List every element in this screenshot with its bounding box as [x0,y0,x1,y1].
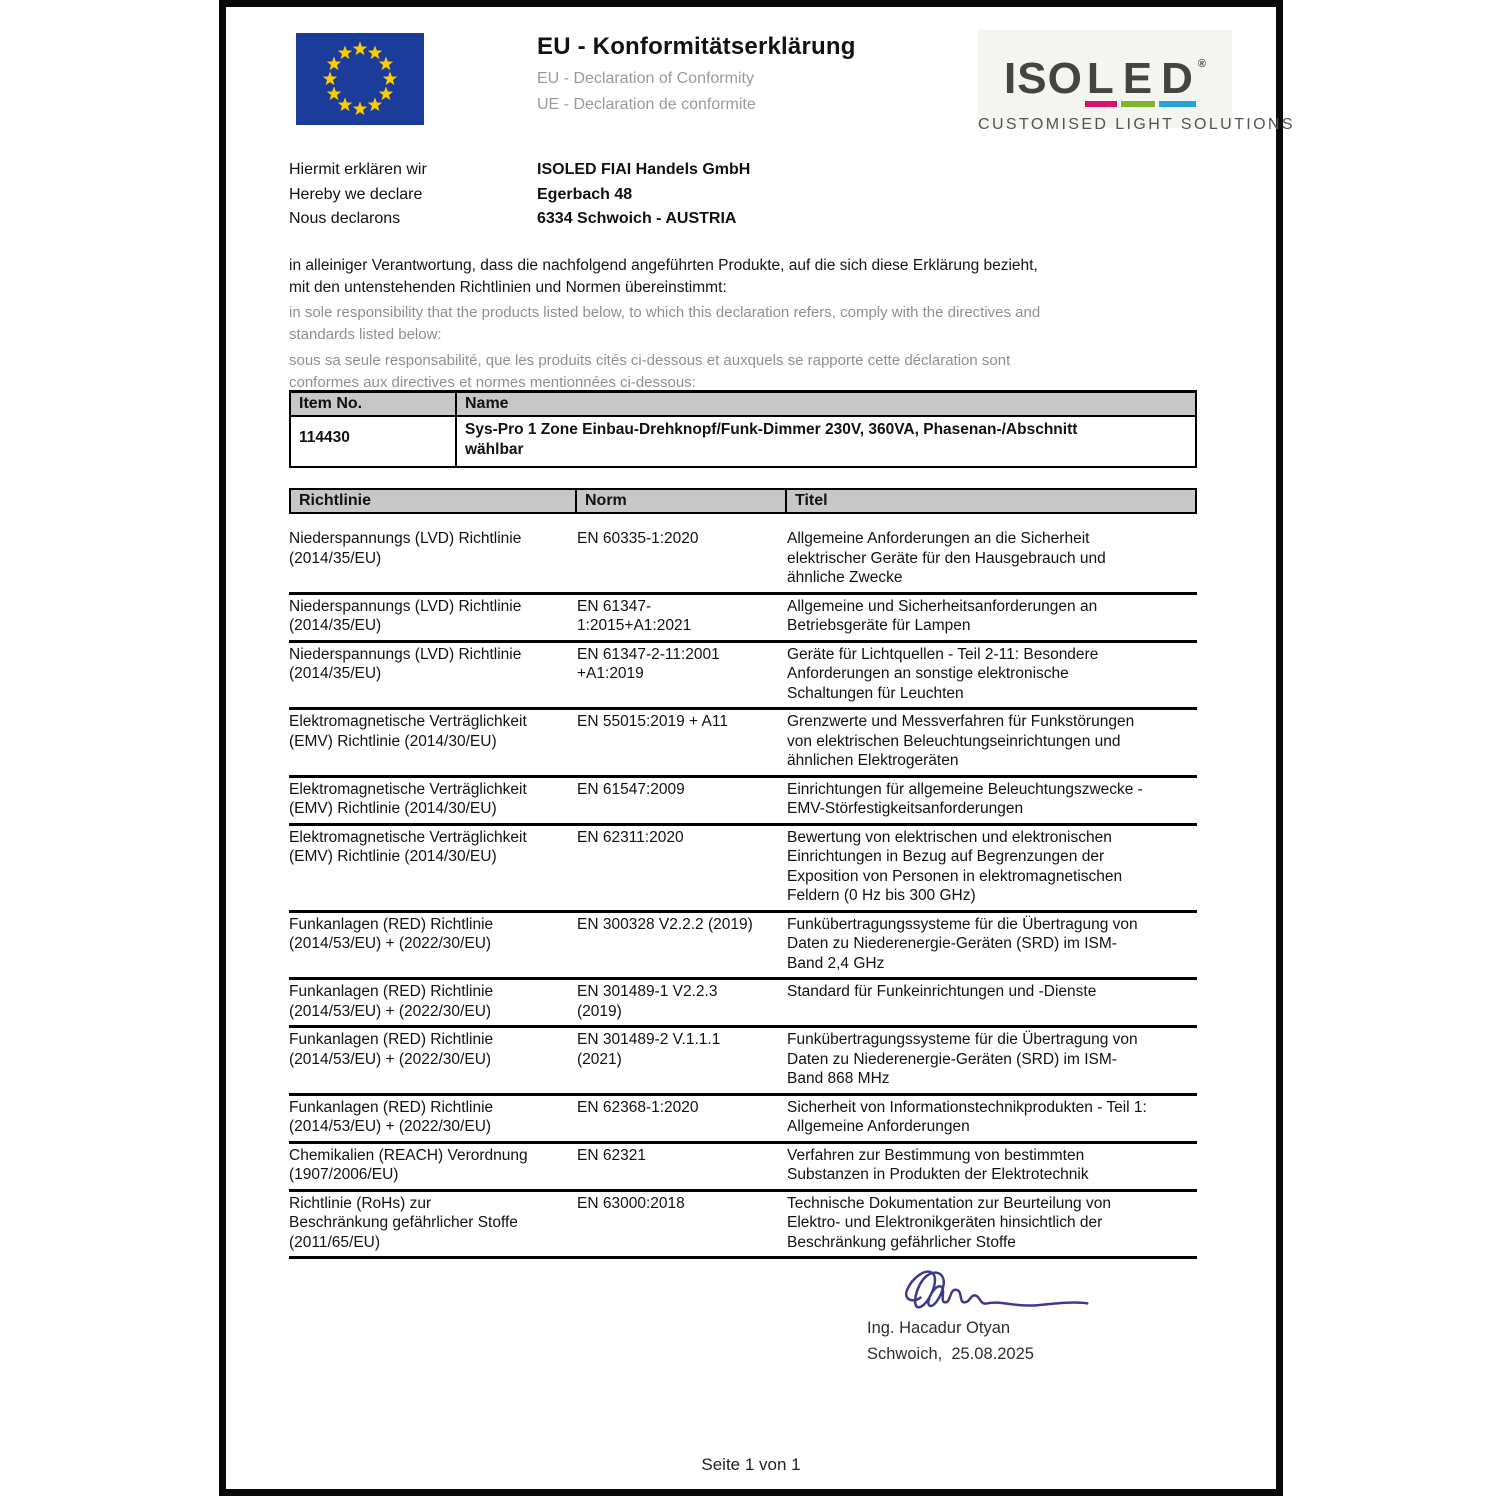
company-name: ISOLED FIAI Handels GmbH [537,161,751,178]
table-row [289,826,1197,913]
item-table [289,390,1197,468]
declare-label-de: Hiermit erklären wir [289,161,427,178]
logo-letters-iso: ISO [1004,54,1083,103]
titel-cell: Technische Dokumentation zur Beurteilung von Elektro- und Elektronikgeräten hinsichtlich der Beschränkung gefährlicher Stoffe [787,1194,1111,1251]
isoled-logo-wordmark [978,44,1232,107]
norm-cell: EN 301489-1 V2.2.3 (2019) [577,983,718,1020]
signature-place-date: Schwoich, 25.08.2025 [867,1345,1034,1363]
table-row [289,913,1197,981]
titel-cell: Einrichtungen für allgemeine Beleuchtungszwecke - EMV-Störfestigkeitsanforderungen [787,780,1143,817]
table-row [289,643,1197,711]
richtlinie-cell: Funkanlagen (RED) Richtlinie (2014/53/EU) + (2022/30/EU) [289,1098,494,1135]
table-row [289,1144,1197,1192]
declare-label-fr: Nous declarons [289,210,401,227]
directives-table [289,488,1197,1259]
norm-cell: EN 61347-1:2015+A1:2021 [577,597,692,634]
statement-german: in alleiniger Verantwortung, dass die nachfolgend angeführten Produkte, auf die sich diese Erklärung bezieht, mit den untenstehenden Richtlinien und Normen übereinstimmt: [289,257,1038,296]
titel-cell: Grenzwerte und Messverfahren für Funkstörungen von elektrischen Beleuchtungseinrichtungen und ähnlichen Elektrogeräten [787,713,1135,769]
subtitle-english: EU - Declaration of Conformity [537,70,754,87]
signature-block [867,1315,1034,1367]
richtlinie-cell: Niederspannungs (LVD) Richtlinie (2014/35/EU) [289,597,522,634]
norm-cell: EN 62321 [577,1146,646,1164]
titel-cell: Funkübertragungssysteme für die Übertragung von Daten zu Niederenergie-Geräten (SRD) im ISM-Band 868 MHz [787,1031,1138,1087]
richtlinie-cell: Niederspannungs (LVD) Richtlinie (2014/35/EU) [289,645,522,682]
logo-tagline: CUSTOMISED LIGHT SOLUTIONS [978,116,1295,133]
table-row [289,710,1197,778]
titel-cell: Geräte für Lichtquellen - Teil 2-11: Besondere Anforderungen an sonstige elektronische Schaltungen für Leuchten [787,645,1099,702]
norm-cell: EN 63000:2018 [577,1194,685,1212]
isoled-logo [978,30,1295,133]
logo-letter-d: D [1159,59,1196,107]
titel-cell: Standard für Funkeinrichtungen und -Dienste [787,983,1097,1000]
richtlinie-cell: Funkanlagen (RED) Richtlinie (2014/53/EU) + (2022/30/EU) [289,1031,494,1068]
titel-cell: Allgemeine und Sicherheitsanforderungen an Betriebsgeräte für Lampen [787,597,1098,634]
company-city: 6334 Schwoich - AUSTRIA [537,210,737,227]
title-block [537,33,957,113]
richtlinie-header: Richtlinie [289,488,577,514]
eu-flag-icon [296,33,424,125]
declaration-intro [289,158,750,232]
richtlinie-cell: Funkanlagen (RED) Richtlinie (2014/53/EU) + (2022/30/EU) [289,983,494,1020]
item-name-header: Name [455,393,1195,415]
richtlinie-cell: Richtlinie (RoHs) zur Beschränkung gefährlicher Stoffe (2011/65/EU) [289,1194,518,1251]
statement-french: sous sa seule responsabilité, que les produits cités ci-dessous et auxquels se rapporte cette déclaration sont conformes aux directives et normes mentionnées ci-dessous: [289,352,1011,391]
richtlinie-cell: Funkanlagen (RED) Richtlinie (2014/53/EU) + (2022/30/EU) [289,915,494,952]
table-row [289,980,1197,1028]
declare-label-en: Hereby we declare [289,185,423,203]
table-row [289,1096,1197,1144]
titel-cell: Allgemeine Anforderungen an die Sicherheit elektrischer Geräte für den Hausgebrauch und ähnliche Zwecke [787,530,1106,586]
item-no-header: Item No. [299,395,363,412]
item-number-cell: 114430 [299,429,350,446]
signatory-name: Ing. Hacadur Otyan [867,1319,1011,1337]
richtlinie-cell: Niederspannungs (LVD) Richtlinie (2014/35/EU) [289,530,522,567]
richtlinie-cell: Elektromagnetische Verträglichkeit (EMV) Richtlinie (2014/30/EU) [289,828,527,865]
norm-header: Norm [577,488,787,514]
table-row [289,595,1197,643]
norm-cell: EN 300328 V2.2.2 (2019) [577,915,753,933]
responsibility-statement [289,255,1057,394]
directives-table-body [289,527,1197,1259]
declaration-labels [289,158,537,232]
titel-cell: Funkübertragungssysteme für die Übertragung von Daten zu Niederenergie-Geräten (SRD) im ISM-Band 2,4 GHz [787,915,1138,972]
company-street: Egerbach 48 [537,185,633,203]
table-row [289,1028,1197,1096]
richtlinie-cell: Chemikalien (REACH) Verordnung (1907/2006/EU) [289,1146,528,1183]
richtlinie-cell: Elektromagnetische Verträglichkeit (EMV) Richtlinie (2014/30/EU) [289,780,527,817]
page-title: EU - Konformitätserklärung [537,33,856,60]
table-row [289,527,1197,595]
norm-cell: EN 61347-2-11:2001 +A1:2019 [577,645,720,682]
statement-english: in sole responsibility that the products listed below, to which this declaration refers, comply with the directives and standards listed below: [289,304,1041,343]
logo-letter-l: L [1085,59,1117,107]
company-address [537,158,750,232]
titel-cell: Bewertung von elektrischen und elektronischen Einrichtungen in Bezug auf Begrenzungen der Exposition von Personen in elektromagnetischen Feldern (0 Hz bis 300 GHz) [787,828,1123,904]
item-table-row [291,417,1195,466]
subtitle-french: UE - Declaration de conformite [537,96,756,113]
norm-cell: EN 61547:2009 [577,780,685,798]
document-page [219,0,1295,1496]
registered-trademark-icon: ® [1197,58,1206,70]
norm-cell: EN 62368-1:2020 [577,1098,699,1116]
titel-header: Titel [787,488,1197,514]
table-row [289,1192,1197,1260]
norm-cell: EN 60335-1:2020 [577,530,699,547]
norm-cell: EN 301489-2 V.1.1.1 (2021) [577,1031,721,1068]
norm-cell: EN 62311:2020 [577,828,684,846]
richtlinie-cell: Elektromagnetische Verträglichkeit (EMV) Richtlinie (2014/30/EU) [289,713,527,750]
page-number: Seite 1 von 1 [701,1455,801,1474]
titel-cell: Sicherheit von Informationstechnikprodukten - Teil 1: Allgemeine Anforderungen [787,1098,1147,1135]
titel-cell: Verfahren zur Bestimmung von bestimmten Substanzen in Produkten der Elektrotechnik [787,1146,1089,1183]
logo-letter-e: E [1121,59,1155,107]
directives-table-header [289,488,1197,514]
item-name-cell: Sys-Pro 1 Zone Einbau-Drehknopf/Funk-Dimmer 230V, 360VA, Phasenan-/Abschnitt wählbar [455,417,1195,466]
signature-ink [886,1259,1116,1317]
norm-cell: EN 55015:2019 + A11 [577,713,728,730]
item-table-header [291,393,1195,417]
table-row [289,778,1197,826]
